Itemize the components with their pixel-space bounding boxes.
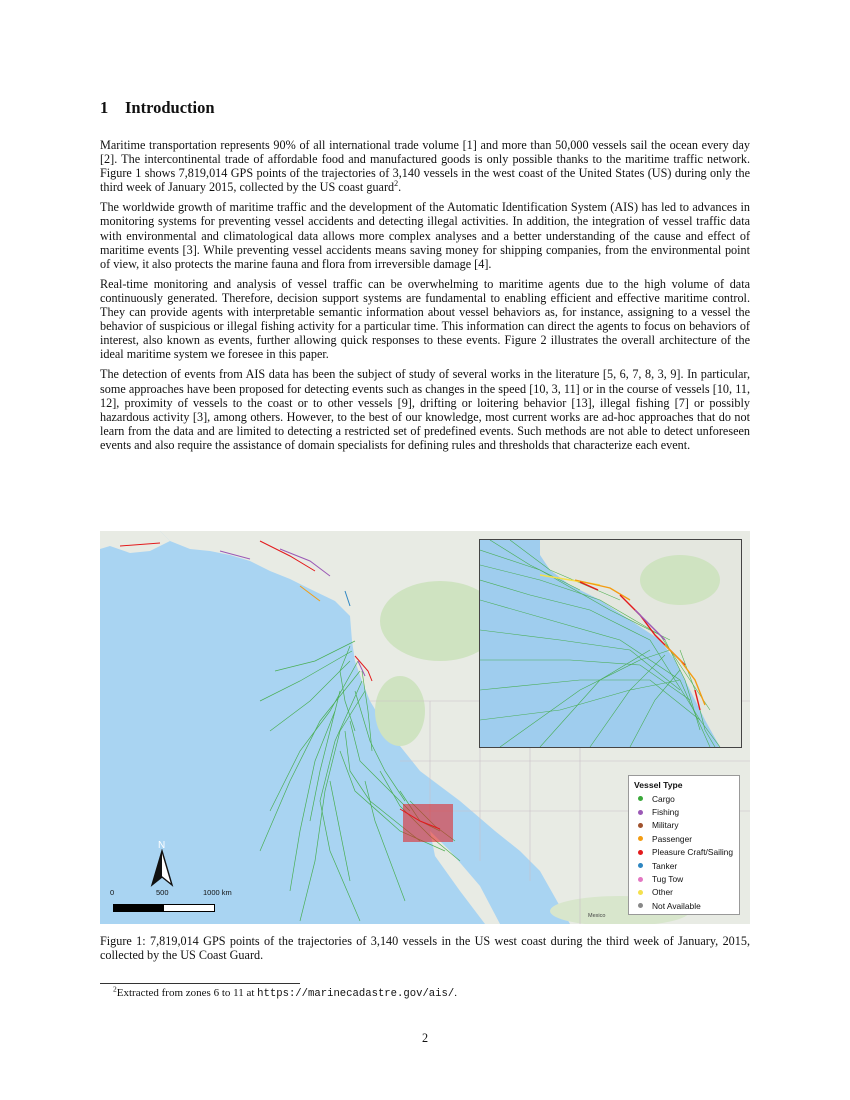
legend-dot-icon xyxy=(638,836,643,841)
paragraph: Maritime transportation represents 90% of all international trade volume [1] and more than 50,000 vessels sail the ocean every day [2]. The intercontinental trade of affordable food and manufactured goods is only possible thanks to the maritime traffic network. Figure 1 shows 7,819,014 GPS points of the trajectories of 3,140 vessels in the west coast of the United States (US) during only the third week of January 2015, collected by the US coast guard$^2$. xyxy=(100,138,750,195)
page-number: 2 xyxy=(421,1031,429,1045)
legend-dot-icon xyxy=(638,863,643,868)
terrain-patch xyxy=(640,555,720,605)
legend-dot-icon xyxy=(638,890,643,895)
legend-item: Passenger xyxy=(638,832,739,845)
legend xyxy=(628,775,740,915)
north-label: N xyxy=(158,840,166,851)
legend-dot-icon xyxy=(638,796,643,801)
section-number: 1 xyxy=(100,98,109,117)
footnote-divider xyxy=(100,983,300,984)
legend-dot-icon xyxy=(638,810,643,815)
legend-item: Pleasure Craft/Sailing xyxy=(638,846,739,859)
legend-title: Vessel Type xyxy=(634,780,683,790)
figure-caption: Figure 1: 7,819,014 GPS points of the trajectories of 3,140 vessels in the US west coast during the third week of January, 2015, collected by the US Coast Guard. xyxy=(100,934,750,963)
map-label-mexico: Mexico xyxy=(588,913,606,919)
footnote-number: 2 xyxy=(113,984,117,994)
legend-dot-icon xyxy=(638,877,643,882)
legend-item: Fishing xyxy=(638,805,739,818)
legend-item: Cargo xyxy=(638,792,739,805)
paragraph: The detection of events from AIS data has been the subject of study of several works in the literature [5, 6, 7, 8, 3, 9]. In particular, some approaches have been proposed for detecting events such as changes in the speed [10, 3, 11] or in the course of vessels [10, 11, 12], proximity of vessels to the coast or to other vessels [9], drifting or loitering behavior [13], illegal fishing [7] or possibly hazardous activity [3], among others. However, to the best of our knowledge, most current works are ad-hoc approaches that do not learn from the data and are limited to detecting a restricted set of predefined events. Such methods are not able to detect unforeseen events and also require the assistance of domain specialists for defining rules and thresholds that characterize each event. xyxy=(100,367,750,452)
section-heading xyxy=(100,98,215,118)
alaska-coast xyxy=(100,531,170,553)
legend-item: Other xyxy=(638,886,739,899)
vessel-traffic-map xyxy=(100,531,750,924)
inset-map xyxy=(479,539,742,748)
body-text xyxy=(100,138,750,458)
legend-item: Tug Tow xyxy=(638,872,739,885)
footnote: $^2$Extracted from zones 6 to 11 at https://marinecadastre.gov/ais/. xyxy=(113,984,457,1000)
scale-bar xyxy=(110,888,240,918)
north-arrow-icon xyxy=(148,849,176,889)
paragraph: The worldwide growth of maritime traffic and the development of the Automatic Identification System (AIS) has led to advances in monitoring systems for preventing vessel accidents and detecting illegal activities. In addition, the integration of vessel traffic data with environmental and climatological data allows more complex analyses and a better understanding of the cause and effect of maritime events [3]. While preventing vessel accidents means saving money for shipping companies, from the environmental point of view, it also protects the marine fauna and flora from irreversible damage [4]. xyxy=(100,200,750,271)
legend-dot-icon xyxy=(638,903,643,908)
footnote-marker[interactable]: 2 xyxy=(394,179,399,189)
legend-dot-icon xyxy=(638,823,643,828)
legend-dot-icon xyxy=(638,850,643,855)
legend-item: Tanker xyxy=(638,859,739,872)
legend-item: Military xyxy=(638,819,739,832)
highlight-region xyxy=(403,804,453,842)
section-title: Introduction xyxy=(125,98,215,117)
terrain-patch xyxy=(375,676,425,746)
paragraph: Real-time monitoring and analysis of vessel traffic can be overwhelming to maritime agents due to the high volume of data continuously generated. Therefore, decision support systems are fundamental to enabling efficient and effective maritime control. They can provide agents with interpretable semantic information about vessel behaviors as, for instance, assigning to a vessel the behavior of suspicious or illegal fishing activity for a particular time. This information can direct the agents to focus on behaviors of interest, also known as events, further allowing quick responses to these events. Figure 2 illustrates the overall architecture of the ideal maritime system we foresee in this paper. xyxy=(100,276,750,362)
scale-label: 1000 km xyxy=(203,888,232,897)
legend-item: Not Available xyxy=(638,899,739,912)
scale-label: 500 xyxy=(156,888,169,897)
scale-label: 0 xyxy=(110,888,115,897)
inset-map-plot xyxy=(480,540,741,747)
footnote-link[interactable]: https://marinecadastre.gov/ais/ xyxy=(257,988,455,1000)
